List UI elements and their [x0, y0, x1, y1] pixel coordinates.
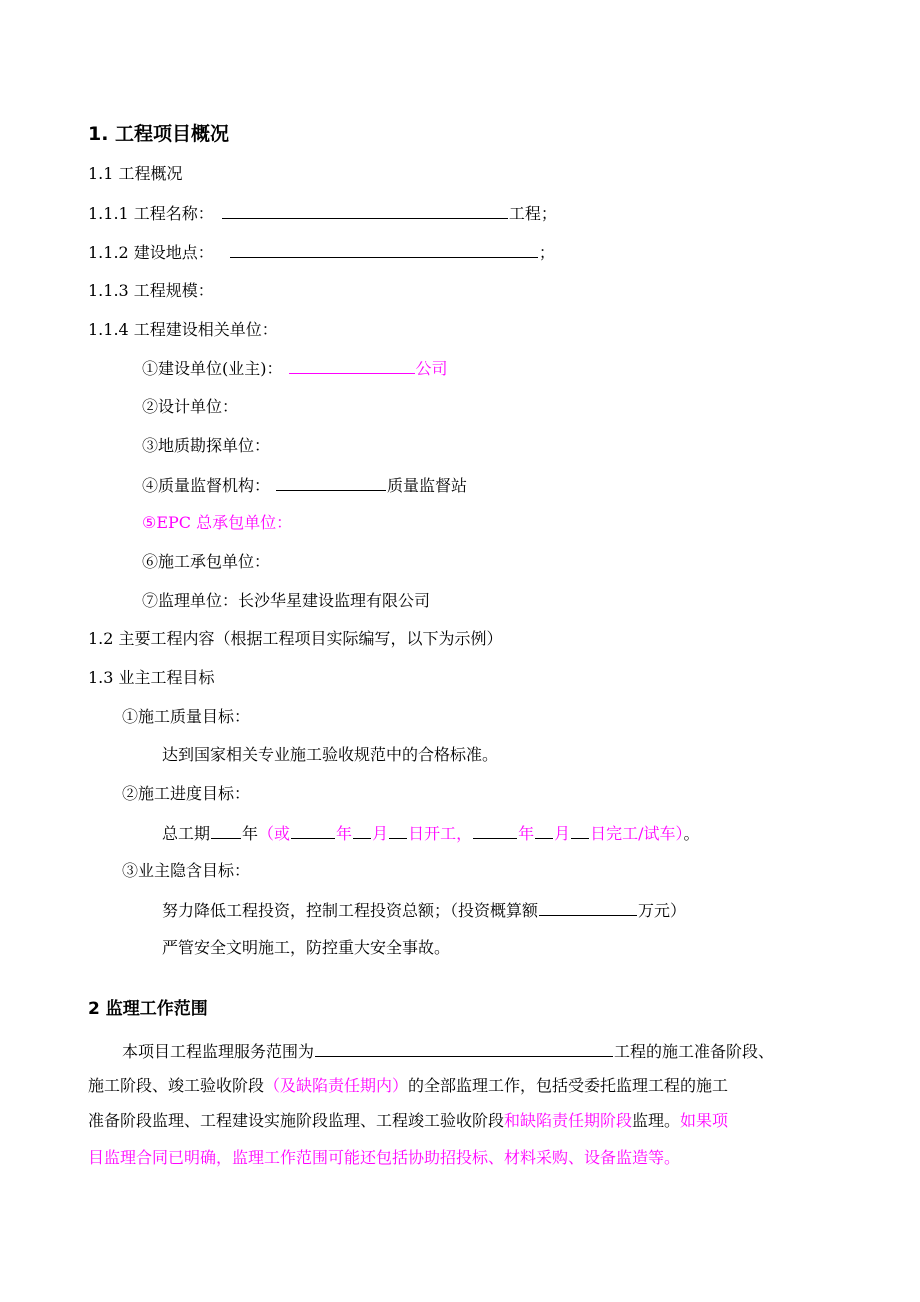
- quality-agency-suffix: 质量监督站: [387, 476, 468, 495]
- investment-text: 努力降低工程投资，控制工程投资总额；（投资概算额: [162, 901, 539, 920]
- scope-text-1a: 本项目工程监理服务范围为: [122, 1042, 315, 1061]
- investment-line: [162, 899, 686, 922]
- section-1-3-title: 1.3 业主工程目标: [88, 668, 215, 687]
- project-name-label: 1.1.1 工程名称：: [88, 204, 214, 223]
- units-line: 1.1.4 工程建设相关单位：: [88, 320, 278, 339]
- scope-paragraph-line-3: [88, 1110, 728, 1132]
- scope-text-3b: 和缺陷责任期阶段: [504, 1111, 633, 1130]
- project-name-blank[interactable]: [222, 202, 508, 219]
- quality-agency-label: ④质量监督机构：: [142, 476, 271, 495]
- schedule-goal-line: [162, 822, 700, 845]
- quality-goal-label: ①施工质量目标：: [122, 707, 251, 726]
- contractor-line: ⑥施工承包单位：: [142, 552, 271, 571]
- schedule-goal-label: ②施工进度目标：: [122, 784, 251, 803]
- end-day-unit: 日完工/试车）: [590, 824, 684, 843]
- section-1-title: 1. 工程项目概况: [88, 123, 230, 145]
- location-label: 1.1.2 建设地点：: [88, 243, 214, 262]
- schedule-or: （或: [258, 824, 291, 843]
- location-line: [88, 241, 555, 264]
- scope-text-3d: 如果项: [680, 1111, 729, 1130]
- design-unit-line: ②设计单位：: [142, 397, 239, 416]
- start-month-blank[interactable]: [353, 822, 371, 839]
- survey-unit-line: ③地质勘探单位：: [142, 436, 271, 455]
- safety-line: 严管安全文明施工，防控重大安全事故。: [162, 938, 451, 957]
- location-blank[interactable]: [230, 241, 538, 258]
- scope-text-2c: 的全部监理工作，包括受委托监理工程的施工: [408, 1076, 729, 1095]
- owner-suffix: 公司: [415, 359, 448, 378]
- investment-blank[interactable]: [539, 899, 637, 916]
- section-1-2-line: [88, 628, 503, 650]
- scope-project-blank[interactable]: [315, 1040, 613, 1057]
- scope-paragraph-line-1: [122, 1040, 774, 1063]
- start-year-unit: 年: [336, 824, 353, 843]
- end-month-unit: 月: [554, 824, 571, 843]
- quality-agency-line: [142, 474, 467, 497]
- schedule-years-blank[interactable]: [211, 822, 241, 839]
- scope-text-2a: 施工阶段、竣工验收阶段: [88, 1076, 265, 1095]
- scope-text-2b: （及缺陷责任期内）: [264, 1076, 409, 1095]
- section-1-2-title: 1.2 主要工程内容: [88, 629, 215, 648]
- start-month-unit: 月: [372, 824, 389, 843]
- schedule-period: 。: [683, 824, 700, 843]
- quality-agency-blank[interactable]: [276, 474, 386, 491]
- end-year-unit: 年: [518, 824, 535, 843]
- project-name-suffix: 工程；: [508, 204, 557, 223]
- scope-text-3a: 准备阶段监理、工程建设实施阶段监理、工程竣工验收阶段: [88, 1111, 505, 1130]
- end-day-blank[interactable]: [571, 822, 589, 839]
- section-1-2-note: （根据工程项目实际编写，以下为示例）: [214, 629, 503, 648]
- scope-paragraph-line-2: [88, 1075, 728, 1097]
- investment-unit: 万元）: [638, 901, 687, 920]
- epc-line: ⑤EPC 总承包单位：: [142, 513, 293, 532]
- implicit-goal-label: ③业主隐含目标：: [122, 861, 251, 880]
- scope-text-1b: 工程的施工准备阶段、: [614, 1042, 775, 1061]
- quality-goal-text: 达到国家相关专业施工验收规范中的合格标准。: [162, 745, 499, 764]
- end-year-blank[interactable]: [473, 822, 517, 839]
- location-suffix: ；: [538, 243, 555, 262]
- scope-paragraph-line-4: 目监理合同已明确，监理工作范围可能还包括协助招投标、材料采购、设备监造等。: [88, 1148, 681, 1167]
- scale-line: 1.1.3 工程规模：: [88, 281, 214, 300]
- supervisor-line: ⑦监理单位：长沙华星建设监理有限公司: [142, 591, 431, 610]
- project-name-line: [88, 202, 557, 225]
- owner-line: [142, 357, 448, 380]
- start-day-blank[interactable]: [389, 822, 407, 839]
- owner-label: ①建设单位(业主)：: [142, 359, 283, 378]
- section-1-1-title: 1.1 工程概况: [88, 164, 183, 183]
- start-day-unit: 日开工，: [408, 824, 473, 843]
- scope-text-3c: 监理。: [632, 1111, 681, 1130]
- start-year-blank[interactable]: [291, 822, 335, 839]
- schedule-years-unit: 年: [242, 824, 259, 843]
- owner-blank[interactable]: [289, 357, 415, 374]
- schedule-total-label: 总工期: [162, 824, 211, 843]
- end-month-blank[interactable]: [535, 822, 553, 839]
- section-2-title: 2 监理工作范围: [88, 999, 208, 1019]
